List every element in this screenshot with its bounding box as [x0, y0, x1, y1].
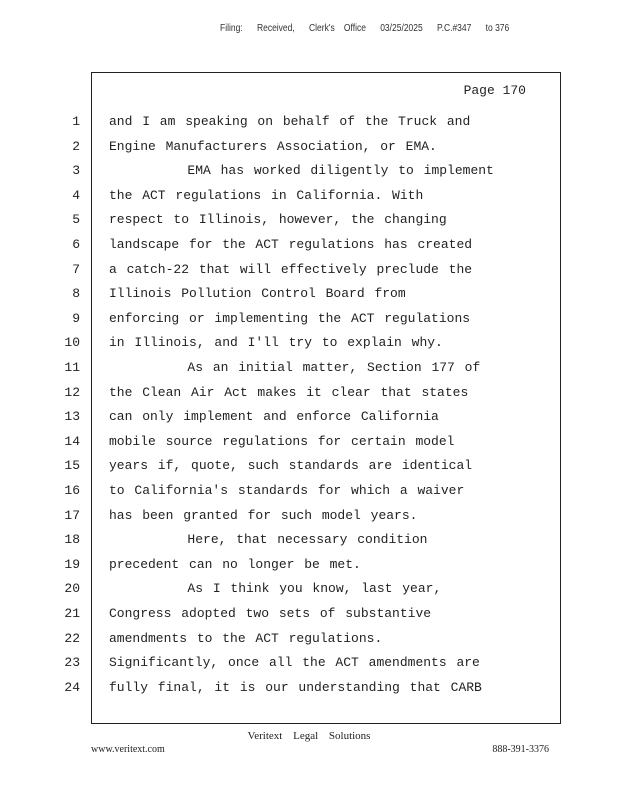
line-text: As I think you know, last year, [109, 581, 442, 597]
transcript-line [0, 651, 618, 675]
footer-company-word2: Legal [293, 730, 319, 742]
transcript-line [0, 381, 618, 405]
line-text: fully final, it is our understanding that CARB [109, 679, 482, 695]
page-label: Page 170 [463, 83, 526, 98]
transcript-line [0, 110, 618, 134]
transcript-line [0, 430, 618, 454]
header-date: 03/25/2025 [380, 23, 423, 34]
line-text: can only implement and enforce California [109, 409, 439, 425]
header-filing: Filing: [220, 23, 243, 34]
transcript-line [0, 233, 618, 257]
transcript-line [0, 676, 618, 700]
line-number: 12 [64, 384, 80, 400]
line-text: Here, that necessary condition [109, 532, 428, 548]
line-number: 17 [64, 507, 80, 523]
footer-company [0, 730, 618, 742]
line-number: 8 [72, 286, 80, 302]
line-text: Congress adopted two sets of substantive [109, 606, 432, 621]
line-number: 3 [72, 163, 80, 179]
line-number: 13 [64, 409, 80, 425]
transcript-line [0, 208, 618, 232]
line-number: 19 [64, 556, 80, 572]
line-number: 22 [64, 630, 80, 646]
header-received: Received, [256, 23, 295, 34]
line-text: precedent can no longer be met. [109, 556, 361, 572]
line-text: As an initial matter, Section 177 of [109, 360, 481, 375]
line-number: 20 [64, 581, 80, 597]
line-number: 18 [64, 532, 80, 548]
transcript-line [0, 331, 618, 355]
transcript-line [0, 602, 618, 626]
filing-header [220, 23, 510, 39]
line-text: in Illinois, and I'll try to explain why. [109, 335, 443, 351]
transcript-line [0, 159, 618, 183]
line-text: Significantly, once all the ACT amendments are [109, 655, 480, 671]
line-number: 9 [72, 310, 80, 326]
line-number: 4 [72, 187, 80, 203]
transcript-line [0, 184, 618, 208]
transcript-line [0, 258, 618, 282]
line-number: 15 [64, 458, 80, 474]
header-pc: P.C.#347 [437, 23, 472, 34]
transcript-line [0, 627, 618, 651]
line-number: 6 [72, 237, 80, 252]
footer-phone: 888-391-3376 [492, 744, 549, 755]
line-text: has been granted for such model years. [109, 507, 418, 523]
line-text: mobile source regulations for certain model [109, 433, 455, 449]
line-number: 10 [64, 335, 80, 351]
line-text: Engine Manufacturers Association, or EMA. [109, 138, 437, 154]
transcript-line [0, 307, 618, 331]
transcript-line [0, 504, 618, 528]
transcript-line [0, 553, 618, 577]
transcript-line [0, 405, 618, 429]
header-page-range: to 376 [485, 23, 510, 34]
footer-company-word3: Solutions [328, 730, 371, 742]
transcript-line [0, 356, 618, 380]
line-number: 24 [64, 679, 80, 695]
header-office: Office [343, 23, 366, 34]
line-text: years if, quote, such standards are identical [109, 458, 473, 474]
transcript-line [0, 282, 618, 306]
line-number: 7 [72, 261, 80, 277]
line-text: to California's standards for which a waiver [109, 483, 465, 498]
line-text: a catch-22 that will effectively preclude the [109, 261, 473, 277]
transcript-line [0, 454, 618, 478]
header-clerk: Clerk's [309, 23, 335, 34]
transcript-line [0, 135, 618, 159]
footer-website: www.veritext.com [91, 744, 165, 755]
line-number: 14 [64, 433, 80, 449]
line-number: 21 [64, 606, 80, 621]
line-text: enforcing or implementing the ACT regulations [109, 310, 471, 326]
line-text: EMA has worked diligently to implement [109, 163, 494, 179]
line-number: 1 [72, 114, 80, 129]
transcript-line [0, 479, 618, 503]
line-number: 2 [72, 138, 80, 154]
line-number: 11 [64, 360, 80, 375]
footer-company-word1: Veritext [247, 730, 283, 742]
line-text: Illinois Pollution Control Board from [109, 286, 406, 302]
line-text: the ACT regulations in California. With [109, 187, 424, 203]
line-number: 5 [72, 212, 80, 228]
transcript-line [0, 528, 618, 552]
line-number: 23 [64, 655, 80, 671]
line-text: landscape for the ACT regulations has created [109, 237, 473, 252]
line-text: the Clean Air Act makes it clear that states [109, 384, 469, 400]
transcript-line [0, 577, 618, 601]
line-text: amendments to the ACT regulations. [109, 630, 383, 646]
line-number: 16 [64, 483, 80, 498]
line-text: and I am speaking on behalf of the Truck and [109, 114, 471, 129]
line-text: respect to Illinois, however, the changing [109, 212, 447, 228]
